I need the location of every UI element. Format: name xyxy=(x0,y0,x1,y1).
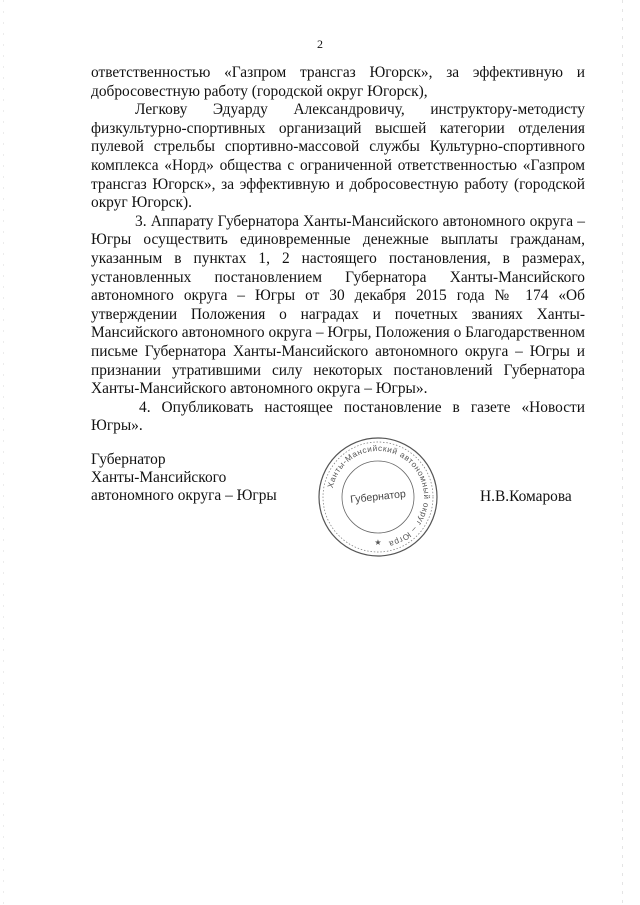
seal-center-text: Губернатор xyxy=(349,488,407,506)
paragraph-legkov: Легкову Эдуарду Александровичу, инструктору-методисту физкультурно-спортивных организаций высшей категории отделения пулевой стрельбы спортивно-массовой службы Культурно-спортивного комплекса «Норд» общества с ограниченной ответственностью «Газпром трансгаз Югорск», за эффективную и добросовестную работу (городской округ Югорск). xyxy=(91,101,585,212)
seal-graphic xyxy=(313,432,443,562)
signature-title-line: автономного округа – Югры xyxy=(91,487,277,505)
scan-edge-right xyxy=(622,0,623,905)
signature-title-line: Губернатор xyxy=(91,451,166,468)
paragraph-continuation: ответственностью «Газпром трансгаз Югорск», за эффективную и добросовестную работу (городской округ Югорск), xyxy=(91,64,585,100)
scan-edge-left xyxy=(3,0,4,905)
signature-title xyxy=(91,451,277,506)
page-number: 2 xyxy=(317,37,323,51)
paragraph-item-3: 3. Аппарату Губернатора Ханты-Мансийского автономного округа – Югры осуществить единовременные денежные выплаты гражданам, указанным в пунктах 1, 2 настоящего постановления, в размерах, установленных постановлением Губернатора Ханты-Мансийского автономного округа – Югры от 30 декабря 2015 года № 174 «Об утверждении Положения о наградах и почетных званиях Ханты-Мансийского автономного округа – Югры, Положения о Благодарственном письме Губернатора Ханты-Мансийского автономного округа – Югры и признании утратившими силу некоторых постановлений Губернатора Ханты-Мансийского автономного округа – Югры». xyxy=(91,212,585,398)
seal-star-icon: ★ xyxy=(374,538,382,547)
official-seal xyxy=(313,432,443,562)
document-body xyxy=(91,64,585,436)
signatory-name: Н.В.Комарова xyxy=(480,488,572,505)
paragraph-item-4: 4. Опубликовать настоящее постановление в газете «Новости Югры». xyxy=(91,398,585,435)
signature-title-line: Ханты-Мансийского xyxy=(91,469,227,487)
seal-ring-text: Ханты-Мансийский автономный округ – Югра xyxy=(325,443,432,549)
